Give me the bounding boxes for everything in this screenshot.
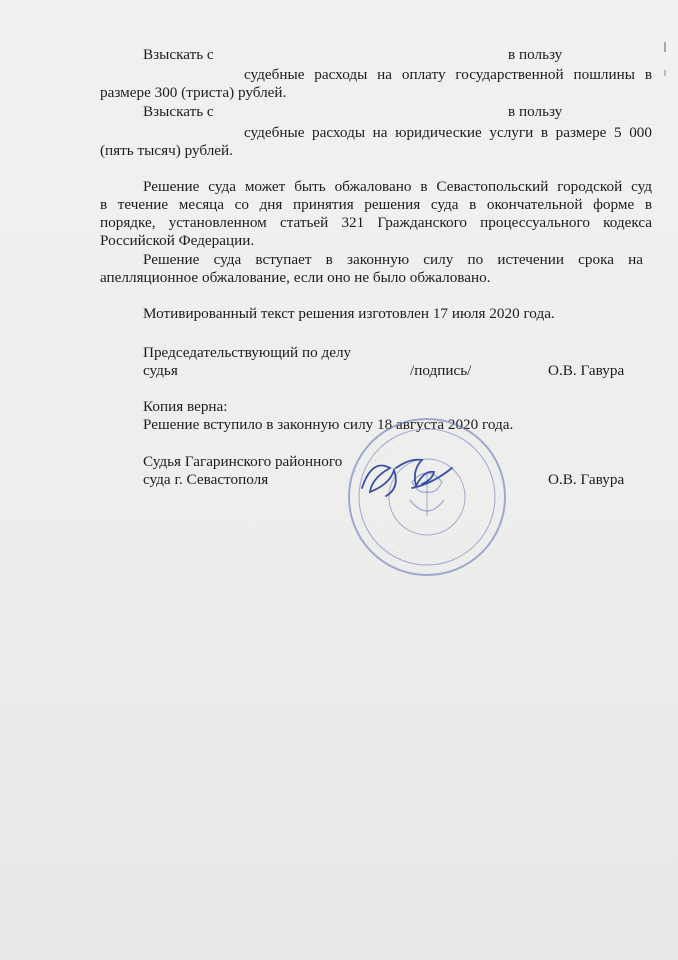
judge-name: О.В. Гавура xyxy=(548,471,625,488)
handwritten-signature xyxy=(352,448,462,508)
text-line: Российской Федерации. xyxy=(100,232,255,249)
in-favor-label: в пользу xyxy=(508,46,563,63)
entered-into-force-line: Решение вступило в законную силу 18 августа 2020 года. xyxy=(143,416,514,433)
recover-from-label: Взыскать с xyxy=(143,46,214,63)
signature-note: /подпись/ xyxy=(410,362,472,379)
motivated-text-line: Мотивированный текст решения изготовлен 17 июля 2020 года. xyxy=(143,305,555,322)
court-judge-label-1: Судья Гагаринского районного xyxy=(143,453,343,470)
text-line: апелляционное обжалование, если оно не было обжаловано. xyxy=(100,269,491,286)
text-line: размере 300 (триста) рублей. xyxy=(100,84,287,101)
text-line: Решение суда может быть обжаловано в Севастопольский городской суд xyxy=(143,178,652,195)
recover-from-label: Взыскать с xyxy=(143,103,214,120)
judge-name: О.В. Гавура xyxy=(548,362,625,379)
judge-label: судья xyxy=(143,362,178,379)
text-line: судебные расходы на оплату государственной пошлины в xyxy=(244,66,652,83)
presiding-label: Председательствующий по делу xyxy=(143,344,352,361)
text-line: судебные расходы на юридические услуги в размере 5 000 xyxy=(244,124,652,141)
in-favor-label: в пользу xyxy=(508,103,563,120)
text-line: (пять тысяч) рублей. xyxy=(100,142,233,159)
svg-text:· · · · · · · · · · · · ·: · · · · · · · · · · · · · xyxy=(353,441,406,477)
svg-text:· · · · · · · · · · · · ·: · · · · · · · · · · · · · xyxy=(357,535,413,562)
scan-artifact xyxy=(664,42,666,52)
text-line: Решение суда вступает в законную силу по истечении срока на xyxy=(143,251,643,268)
scan-artifact xyxy=(664,70,666,76)
court-judge-label-2: суда г. Севастополя xyxy=(143,471,269,488)
text-line: порядке, установленном статьей 321 Гражданского процессуального кодекса xyxy=(100,214,652,231)
copy-verified-label: Копия верна: xyxy=(143,398,228,415)
text-line: в течение месяца со дня принятия решения суда в окончательной форме в xyxy=(100,196,652,213)
